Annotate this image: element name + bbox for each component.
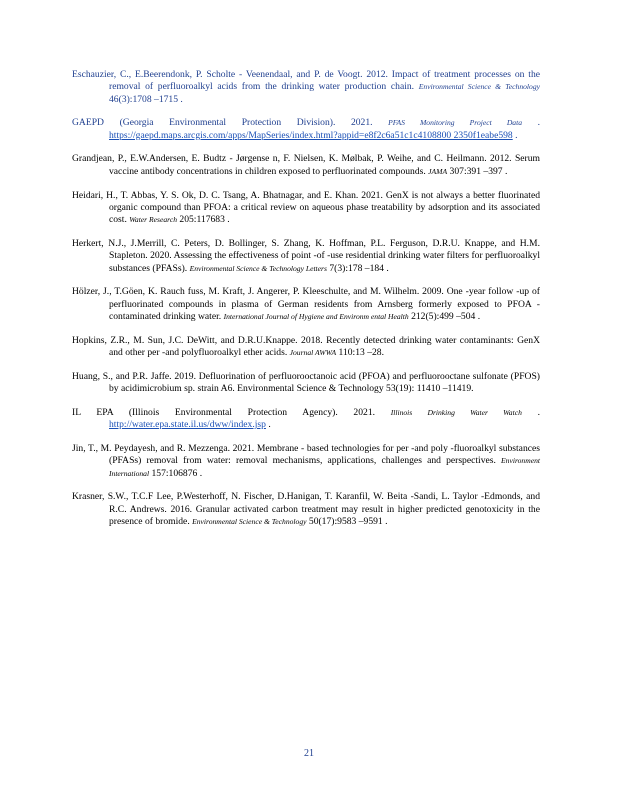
reference-source: Journal AWWA <box>289 348 337 358</box>
reference-text: Hopkins, Z.R., M. Sun, J.C. DeWitt, and D.R.U.Knappe. 2018. Recently detected drinking water contaminants: GenX and other per -and polyfluoroalkyl ether acids. <box>72 334 540 359</box>
reference-link[interactable]: http://water.epa.state.il.us/dww/index.jsp <box>109 419 266 431</box>
reference-source: Water Research <box>129 215 177 225</box>
reference-link[interactable]: https://gaepd.maps.arcgis.com/apps/MapSeries/index.html?appid=e8f2c6a51c1c4108800 2350f1eabe598 <box>109 129 513 141</box>
reference-citation: . <box>522 117 541 129</box>
reference-entry-eschauzier <box>72 69 540 106</box>
reference-source: Environmental Science & Technology <box>418 82 540 92</box>
reference-citation: 157:106876 . <box>149 467 203 479</box>
reference-source: PFAS Monitoring Project Data <box>388 118 523 128</box>
reference-entry-il-epa <box>72 407 540 432</box>
reference-text: Heidari, H., T. Abbas, Y. S. Ok, D. C. Tsang, A. Bhatnagar, and E. Khan. 2021. GenX is not always a better fluorinated organic compound than PFOA: a critical review on aqueous phase treatability by adsorption and its associated cost. <box>72 189 540 226</box>
reference-entry-grandjean <box>72 153 540 178</box>
reference-entry-heidari <box>72 190 540 227</box>
reference-citation: 7(3):178 –184 . <box>326 262 389 274</box>
reference-citation: 46(3):1708 –1715 . <box>109 93 183 105</box>
reference-citation: 212(5):499 –504 . <box>408 310 481 322</box>
reference-source: JAMA <box>428 166 448 176</box>
reference-end: . <box>265 419 271 431</box>
reference-entry-holzer <box>72 286 540 323</box>
reference-entry-krasner <box>72 491 540 528</box>
reference-text: Eschauzier, C., E.Beerendonk, P. Scholte - Veenendaal, and P. de Voogt. 2012. Impact of treatment processes on the removal of perfluoroalkyl acids from the drinking water production chain. <box>72 69 540 93</box>
reference-text: Huang, S., and P.R. Jaffe. 2019. Defluorination of perfluorooctanoic acid (PFOA) and perfluorooctane sulfonate (PFOS) by acidimicrobium sp. strain A6. Environmental Science & Technology 53(19): 11410 –11419. <box>72 370 540 395</box>
reference-text: Herkert, N.J., J.Merrill, C. Peters, D. Bollinger, S. Zhang, K. Hoffman, P.L. Ferguson, D.R.U. Knappe, and H.M. Stapleton. 2020. Assessing the effectiveness of point -of -use residential drinking water filters for perfluoroalkyl substances (PFASs). <box>72 237 540 274</box>
reference-entry-herkert <box>72 238 540 275</box>
reference-end: . <box>512 129 518 141</box>
reference-citation: 205:117683 . <box>177 214 230 226</box>
reference-source: International Journal of Hygiene and Environm ental Health <box>223 311 409 321</box>
reference-citation: . <box>521 406 541 418</box>
reference-text: Jin, T., M. Peydayesh, and R. Mezzenga. 2021. Membrane - based technologies for per -and poly -fluoroalkyl substances (PFASs) removal from water: removal mechanisms, applications, challenges and perspectives. <box>72 443 540 467</box>
reference-citation: 110:13 –28. <box>336 347 385 359</box>
reference-citation: 307:391 –397 . <box>447 165 508 177</box>
reference-entry-jin <box>72 443 540 480</box>
reference-source: Environment International <box>109 456 540 478</box>
reference-citation: 50(17):9583 –9591 . <box>306 516 388 528</box>
reference-source: Environmental Science & Technology <box>192 517 307 527</box>
reference-text: GAEPD (Georgia Environmental Protection Division). 2021. <box>72 117 389 129</box>
reference-text: Krasner, S.W., T.C.F Lee, P.Westerhoff, N. Fischer, D.Hanigan, T. Karanfil, W. Beita -Sandi, L. Taylor -Edmonds, and R.C. Andrews. 2016. Granular activated carbon treatment may result in higher predicted genotoxicity in the presence of bromide. <box>72 491 540 528</box>
reference-list <box>72 69 540 540</box>
reference-source: Environmental Science & Technology Letters <box>189 263 327 273</box>
reference-entry-huang <box>72 371 540 396</box>
reference-source: Illinois Drinking Water Watch <box>390 407 522 417</box>
reference-text: Grandjean, P., E.W.Andersen, E. Budtz - Jørgense n, F. Nielsen, K. Mølbak, P. Weihe, and C. Heilmann. 2012. Serum vaccine antibody concentrations in children exposed to perfluorinated compounds. <box>72 153 540 177</box>
reference-text: Hölzer, J., T.Göen, K. Rauch fuss, M. Kraft, J. Angerer, P. Kleeschulte, and M. Wilhelm. 2009. One -year follow -up of perfluorinated compounds in plasma of German residents from Arnsberg formerly exposed to PFOA -contaminated drinking water. <box>72 286 540 322</box>
reference-entry-hopkins <box>72 335 540 360</box>
reference-entry-gaepd <box>72 117 540 142</box>
page-number: 21 <box>304 748 314 759</box>
reference-text: IL EPA (Illinois Environmental Protection Agency). 2021. <box>72 406 391 418</box>
